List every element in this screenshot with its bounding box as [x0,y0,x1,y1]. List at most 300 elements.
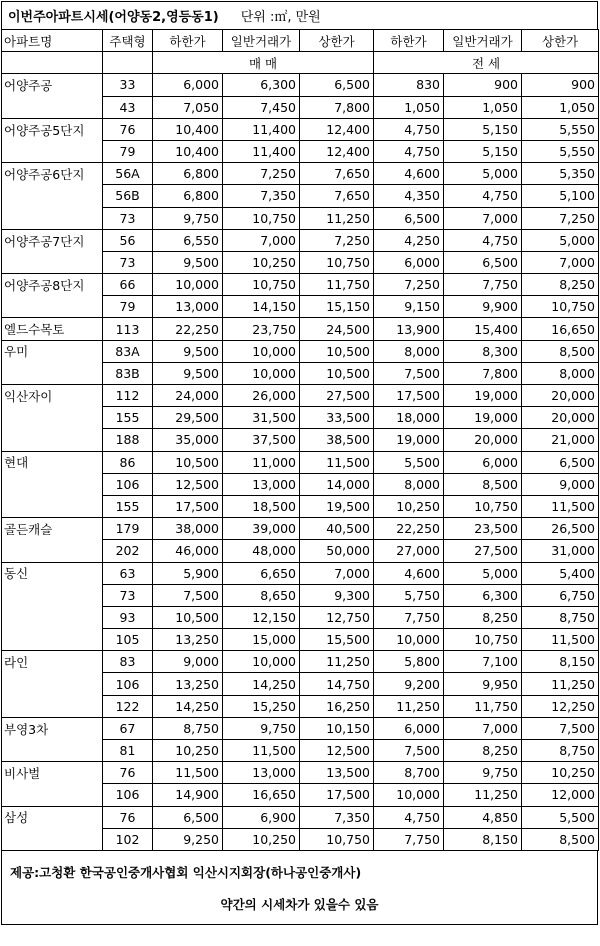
house-type-cell: 81 [103,740,153,762]
jeonse-high-cell: 5,350 [522,163,599,185]
table-row [2,518,599,540]
jeonse-low-cell: 4,600 [374,163,444,185]
jeonse-low-cell: 19,000 [374,429,444,451]
apartment-name-cell [2,362,103,384]
jeonse-normal-cell: 15,400 [444,318,522,340]
sale-low-cell: 8,750 [153,717,223,739]
header-jeonse-high: 상한가 [522,30,599,52]
sale-high-cell: 33,500 [300,407,374,429]
jeonse-high-cell: 6,500 [522,451,599,473]
jeonse-low-cell: 8,700 [374,762,444,784]
category-sale: 매 매 [153,52,374,74]
sale-low-cell: 14,250 [153,695,223,717]
sale-normal-cell: 6,900 [223,806,300,828]
house-type-cell: 113 [103,318,153,340]
table-row [2,451,599,473]
sale-low-cell: 24,000 [153,385,223,407]
house-type-cell: 79 [103,140,153,162]
table-row [2,784,599,806]
table-row [2,140,599,162]
jeonse-normal-cell: 7,750 [444,274,522,296]
jeonse-low-cell: 17,500 [374,385,444,407]
table-row [2,340,599,362]
column-header-row [2,30,599,52]
jeonse-low-cell: 10,000 [374,784,444,806]
house-type-cell: 83A [103,340,153,362]
apartment-name-cell: 삼성 [2,806,103,828]
sale-high-cell: 7,650 [300,163,374,185]
jeonse-normal-cell: 5,150 [444,118,522,140]
jeonse-normal-cell: 5,150 [444,140,522,162]
sale-high-cell: 10,500 [300,340,374,362]
jeonse-high-cell: 8,500 [522,828,599,850]
sale-low-cell: 6,550 [153,229,223,251]
sale-low-cell: 7,500 [153,584,223,606]
table-row [2,318,599,340]
jeonse-high-cell: 21,000 [522,429,599,451]
sale-low-cell: 10,400 [153,140,223,162]
sale-high-cell: 7,650 [300,185,374,207]
apartment-name-cell: 엘드수목토 [2,318,103,340]
jeonse-normal-cell: 10,750 [444,629,522,651]
house-type-cell: 155 [103,495,153,517]
sale-low-cell: 14,900 [153,784,223,806]
table-row [2,740,599,762]
apartment-name-cell [2,540,103,562]
apartment-name-cell: 골든캐슬 [2,518,103,540]
jeonse-high-cell: 8,150 [522,651,599,673]
title-bar [1,1,598,29]
sale-high-cell: 38,500 [300,429,374,451]
sale-low-cell: 6,800 [153,163,223,185]
sale-high-cell: 6,500 [300,74,374,96]
jeonse-normal-cell: 9,900 [444,296,522,318]
house-type-cell: 76 [103,762,153,784]
table-row [2,185,599,207]
jeonse-low-cell: 7,750 [374,828,444,850]
sale-low-cell: 22,250 [153,318,223,340]
sale-high-cell: 9,300 [300,584,374,606]
sale-low-cell: 5,900 [153,562,223,584]
jeonse-normal-cell: 7,000 [444,717,522,739]
apartment-name-cell [2,473,103,495]
house-type-cell: 106 [103,673,153,695]
header-apartment: 아파트명 [2,30,103,52]
jeonse-normal-cell: 8,500 [444,473,522,495]
table-row [2,806,599,828]
sale-low-cell: 9,750 [153,207,223,229]
jeonse-high-cell: 6,750 [522,584,599,606]
sale-normal-cell: 7,350 [223,185,300,207]
sale-low-cell: 13,250 [153,673,223,695]
sale-high-cell: 50,000 [300,540,374,562]
header-sale-high: 상한가 [300,30,374,52]
sale-normal-cell: 31,500 [223,407,300,429]
apartment-name-cell: 어양주공6단지 [2,163,103,185]
house-type-cell: 83B [103,362,153,384]
table-row [2,606,599,628]
apartment-name-cell: 비사벌 [2,762,103,784]
sale-high-cell: 14,000 [300,473,374,495]
house-type-cell: 86 [103,451,153,473]
jeonse-low-cell: 9,150 [374,296,444,318]
house-type-cell: 76 [103,806,153,828]
house-type-cell: 188 [103,429,153,451]
table-row [2,362,599,384]
sale-normal-cell: 7,450 [223,96,300,118]
apartment-name-cell [2,207,103,229]
jeonse-low-cell: 8,000 [374,473,444,495]
sale-normal-cell: 10,000 [223,362,300,384]
house-type-cell: 106 [103,784,153,806]
sale-normal-cell: 7,250 [223,163,300,185]
jeonse-normal-cell: 8,250 [444,740,522,762]
header-sale-normal: 일반거래가 [223,30,300,52]
sale-normal-cell: 9,750 [223,717,300,739]
house-type-cell: 83 [103,651,153,673]
house-type-cell: 73 [103,584,153,606]
sale-high-cell: 7,000 [300,562,374,584]
table-row [2,762,599,784]
sale-high-cell: 14,750 [300,673,374,695]
sale-high-cell: 40,500 [300,518,374,540]
sale-normal-cell: 39,000 [223,518,300,540]
table-row [2,207,599,229]
table-row [2,163,599,185]
jeonse-low-cell: 27,000 [374,540,444,562]
sale-high-cell: 13,500 [300,762,374,784]
jeonse-normal-cell: 6,000 [444,451,522,473]
table-row [2,495,599,517]
jeonse-normal-cell: 4,850 [444,806,522,828]
sale-low-cell: 38,000 [153,518,223,540]
house-type-cell: 56B [103,185,153,207]
jeonse-low-cell: 5,800 [374,651,444,673]
sale-normal-cell: 11,400 [223,118,300,140]
table-row [2,251,599,273]
jeonse-normal-cell: 11,250 [444,784,522,806]
jeonse-low-cell: 1,050 [374,96,444,118]
jeonse-low-cell: 10,250 [374,495,444,517]
sale-normal-cell: 13,000 [223,473,300,495]
table-row [2,473,599,495]
jeonse-normal-cell: 19,000 [444,407,522,429]
sale-normal-cell: 15,000 [223,629,300,651]
jeonse-high-cell: 7,250 [522,207,599,229]
table-row [2,540,599,562]
jeonse-high-cell: 8,000 [522,362,599,384]
jeonse-high-cell: 11,500 [522,495,599,517]
jeonse-low-cell: 7,250 [374,274,444,296]
sale-normal-cell: 6,300 [223,74,300,96]
sale-normal-cell: 7,000 [223,229,300,251]
category-empty [103,52,153,74]
sale-normal-cell: 11,500 [223,740,300,762]
sale-low-cell: 9,000 [153,651,223,673]
header-jeonse-normal: 일반거래가 [444,30,522,52]
footer [1,851,598,925]
sale-normal-cell: 11,000 [223,451,300,473]
sale-normal-cell: 48,000 [223,540,300,562]
jeonse-normal-cell: 11,750 [444,695,522,717]
jeonse-high-cell: 900 [522,74,599,96]
price-sheet [1,1,598,925]
sale-high-cell: 10,750 [300,828,374,850]
house-type-cell: 76 [103,118,153,140]
jeonse-low-cell: 4,750 [374,140,444,162]
unit-label: 단위 :㎡, 만원 [240,10,321,25]
sale-high-cell: 16,250 [300,695,374,717]
house-type-cell: 122 [103,695,153,717]
jeonse-low-cell: 8,000 [374,340,444,362]
apartment-name-cell: 라인 [2,651,103,673]
jeonse-high-cell: 8,500 [522,340,599,362]
price-rows [2,74,599,851]
jeonse-low-cell: 4,600 [374,562,444,584]
jeonse-normal-cell: 5,000 [444,163,522,185]
sale-high-cell: 19,500 [300,495,374,517]
jeonse-high-cell: 5,100 [522,185,599,207]
house-type-cell: 179 [103,518,153,540]
apartment-name-cell [2,695,103,717]
house-type-cell: 73 [103,251,153,273]
jeonse-low-cell: 11,250 [374,695,444,717]
sale-normal-cell: 14,150 [223,296,300,318]
house-type-cell: 202 [103,540,153,562]
jeonse-low-cell: 7,500 [374,740,444,762]
jeonse-high-cell: 8,250 [522,274,599,296]
apartment-name-cell [2,629,103,651]
house-type-cell: 56A [103,163,153,185]
table-row [2,673,599,695]
table-row [2,274,599,296]
jeonse-low-cell: 4,350 [374,185,444,207]
jeonse-low-cell: 4,750 [374,118,444,140]
sale-low-cell: 17,500 [153,495,223,517]
sale-high-cell: 17,500 [300,784,374,806]
jeonse-low-cell: 6,000 [374,717,444,739]
house-type-cell: 102 [103,828,153,850]
jeonse-high-cell: 5,550 [522,140,599,162]
sale-normal-cell: 16,650 [223,784,300,806]
page-title: 이번주아파트시세(어양동2,영등동1) [8,10,219,25]
jeonse-low-cell: 5,500 [374,451,444,473]
jeonse-normal-cell: 900 [444,74,522,96]
jeonse-high-cell: 10,750 [522,296,599,318]
sale-normal-cell: 6,650 [223,562,300,584]
jeonse-low-cell: 5,750 [374,584,444,606]
sale-low-cell: 12,500 [153,473,223,495]
apartment-name-cell [2,740,103,762]
jeonse-low-cell: 4,250 [374,229,444,251]
apartment-name-cell [2,407,103,429]
jeonse-normal-cell: 4,750 [444,185,522,207]
sale-high-cell: 7,350 [300,806,374,828]
jeonse-normal-cell: 7,000 [444,207,522,229]
sale-low-cell: 10,000 [153,274,223,296]
jeonse-high-cell: 11,500 [522,629,599,651]
apartment-name-cell: 어양주공5단지 [2,118,103,140]
sale-high-cell: 12,400 [300,118,374,140]
house-type-cell: 93 [103,606,153,628]
apartment-name-cell: 부영3차 [2,717,103,739]
house-type-cell: 63 [103,562,153,584]
sale-low-cell: 11,500 [153,762,223,784]
sale-normal-cell: 11,400 [223,140,300,162]
table-row [2,629,599,651]
apartment-name-cell [2,584,103,606]
sale-normal-cell: 37,500 [223,429,300,451]
jeonse-normal-cell: 9,750 [444,762,522,784]
table-row [2,407,599,429]
table-row [2,229,599,251]
sale-low-cell: 9,250 [153,828,223,850]
sale-low-cell: 10,500 [153,606,223,628]
jeonse-normal-cell: 27,500 [444,540,522,562]
category-header-row [2,52,599,74]
house-type-cell: 33 [103,74,153,96]
price-table [1,29,599,851]
disclaimer-text: 약간의 시세차가 있을수 있음 [220,896,379,912]
house-type-cell: 43 [103,96,153,118]
jeonse-normal-cell: 19,000 [444,385,522,407]
table-row [2,584,599,606]
jeonse-high-cell: 31,000 [522,540,599,562]
apartment-name-cell [2,429,103,451]
table-row [2,385,599,407]
sale-low-cell: 7,050 [153,96,223,118]
jeonse-high-cell: 10,250 [522,762,599,784]
sale-low-cell: 13,250 [153,629,223,651]
jeonse-low-cell: 13,900 [374,318,444,340]
sale-normal-cell: 10,250 [223,828,300,850]
sale-normal-cell: 8,650 [223,584,300,606]
jeonse-normal-cell: 6,500 [444,251,522,273]
apartment-name-cell [2,251,103,273]
source-text: 제공:고청환 한국공인중개사협회 익산시지회장(하나공인중개사) [10,864,362,880]
jeonse-normal-cell: 9,950 [444,673,522,695]
apartment-name-cell [2,140,103,162]
apartment-name-cell [2,606,103,628]
sale-low-cell: 9,500 [153,362,223,384]
sale-high-cell: 11,750 [300,274,374,296]
sale-high-cell: 15,150 [300,296,374,318]
table-row [2,296,599,318]
sale-normal-cell: 10,750 [223,207,300,229]
jeonse-high-cell: 12,250 [522,695,599,717]
table-row [2,429,599,451]
apartment-name-cell [2,673,103,695]
jeonse-normal-cell: 8,300 [444,340,522,362]
table-row [2,717,599,739]
sale-normal-cell: 13,000 [223,762,300,784]
sale-normal-cell: 10,000 [223,340,300,362]
sale-high-cell: 11,250 [300,651,374,673]
house-type-cell: 79 [103,296,153,318]
apartment-name-cell [2,495,103,517]
house-type-cell: 155 [103,407,153,429]
table-row [2,96,599,118]
jeonse-low-cell: 830 [374,74,444,96]
jeonse-low-cell: 10,000 [374,629,444,651]
apartment-name-cell: 동신 [2,562,103,584]
jeonse-normal-cell: 1,050 [444,96,522,118]
sale-normal-cell: 10,000 [223,651,300,673]
sale-high-cell: 7,800 [300,96,374,118]
jeonse-normal-cell: 6,300 [444,584,522,606]
jeonse-high-cell: 16,650 [522,318,599,340]
sale-low-cell: 10,250 [153,740,223,762]
jeonse-normal-cell: 10,750 [444,495,522,517]
table-row [2,828,599,850]
house-type-cell: 73 [103,207,153,229]
table-row [2,118,599,140]
jeonse-normal-cell: 20,000 [444,429,522,451]
category-jeonse: 전 세 [374,52,599,74]
jeonse-normal-cell: 23,500 [444,518,522,540]
table-row [2,74,599,96]
jeonse-high-cell: 5,400 [522,562,599,584]
sale-high-cell: 10,150 [300,717,374,739]
sale-normal-cell: 23,750 [223,318,300,340]
sale-normal-cell: 10,750 [223,274,300,296]
sale-high-cell: 12,750 [300,606,374,628]
sale-low-cell: 9,500 [153,251,223,273]
sale-normal-cell: 10,250 [223,251,300,273]
header-jeonse-low: 하한가 [374,30,444,52]
sale-normal-cell: 12,150 [223,606,300,628]
apartment-name-cell: 현대 [2,451,103,473]
sale-low-cell: 13,000 [153,296,223,318]
apartment-name-cell [2,185,103,207]
apartment-name-cell [2,784,103,806]
jeonse-low-cell: 9,200 [374,673,444,695]
sale-normal-cell: 14,250 [223,673,300,695]
sale-normal-cell: 26,000 [223,385,300,407]
jeonse-low-cell: 18,000 [374,407,444,429]
jeonse-high-cell: 26,500 [522,518,599,540]
jeonse-normal-cell: 7,100 [444,651,522,673]
sale-high-cell: 27,500 [300,385,374,407]
jeonse-low-cell: 22,250 [374,518,444,540]
apartment-name-cell [2,296,103,318]
jeonse-high-cell: 8,750 [522,606,599,628]
jeonse-high-cell: 1,050 [522,96,599,118]
jeonse-low-cell: 4,750 [374,806,444,828]
table-row [2,695,599,717]
jeonse-low-cell: 7,750 [374,606,444,628]
table-row [2,562,599,584]
jeonse-high-cell: 9,000 [522,473,599,495]
sale-high-cell: 7,250 [300,229,374,251]
jeonse-low-cell: 6,500 [374,207,444,229]
jeonse-high-cell: 8,750 [522,740,599,762]
sale-high-cell: 11,500 [300,451,374,473]
category-empty [2,52,103,74]
jeonse-low-cell: 6,000 [374,251,444,273]
jeonse-normal-cell: 8,250 [444,606,522,628]
house-type-cell: 56 [103,229,153,251]
house-type-cell: 67 [103,717,153,739]
jeonse-high-cell: 20,000 [522,407,599,429]
sale-low-cell: 6,500 [153,806,223,828]
jeonse-high-cell: 11,250 [522,673,599,695]
apartment-name-cell [2,96,103,118]
apartment-name-cell: 어양주공 [2,74,103,96]
apartment-name-cell: 어양주공8단지 [2,274,103,296]
sale-high-cell: 10,500 [300,362,374,384]
house-type-cell: 112 [103,385,153,407]
